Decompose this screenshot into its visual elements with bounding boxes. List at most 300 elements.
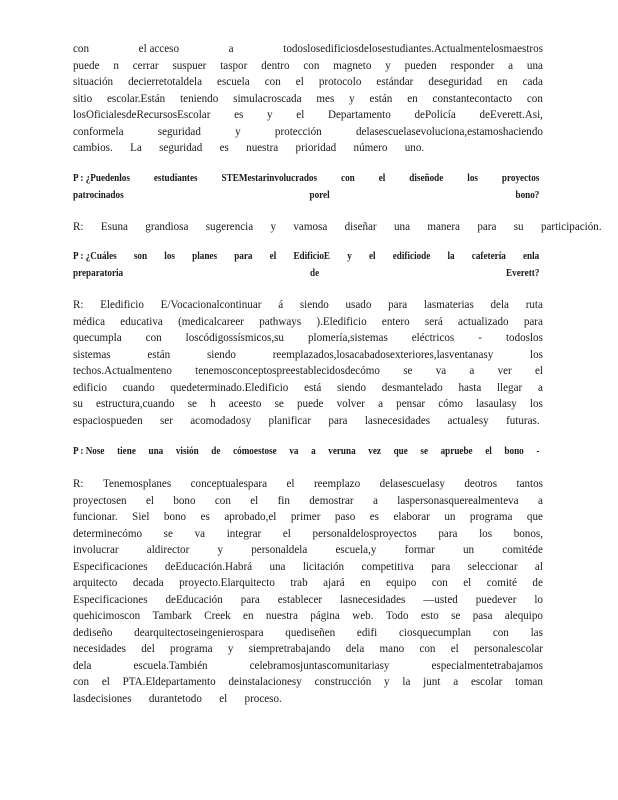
- word-group: La: [130, 142, 142, 154]
- word-group: STEMestarinvolucrados: [221, 173, 318, 184]
- word-group: el: [145, 494, 154, 507]
- text-line: [73, 266, 539, 283]
- word-group: grandiosa: [145, 221, 189, 233]
- word-group: el: [250, 494, 259, 507]
- text-line: [73, 41, 543, 58]
- word-group: paso: [334, 511, 356, 523]
- word-group: trab: [290, 577, 308, 589]
- word-group: desmantelado: [381, 381, 443, 394]
- question-no-vision: [73, 444, 543, 461]
- word-group: personalescolar: [473, 643, 543, 655]
- text-line: [73, 509, 543, 526]
- text-line: [73, 347, 543, 364]
- word-group: el: [101, 676, 110, 688]
- word-group: Especificaciones: [73, 593, 148, 606]
- word-group: especialmentetrabajamos: [431, 659, 543, 672]
- word-group: planificar: [268, 414, 312, 427]
- word-group: deEverett.Asi,: [479, 109, 543, 121]
- word-group: ser: [159, 414, 173, 427]
- word-group: proceso.: [244, 692, 282, 705]
- word-group: P : ¿Cuáles: [73, 251, 117, 262]
- word-group: lo: [534, 593, 543, 606]
- word-group: con: [341, 173, 355, 184]
- word-group: esto: [420, 610, 439, 622]
- word-group: manera: [427, 221, 460, 233]
- text-line: [73, 625, 543, 642]
- word-group: demostrar: [309, 494, 354, 507]
- word-group: h: [210, 398, 216, 410]
- word-group: funcionar.: [73, 511, 118, 523]
- word-group: pathways: [259, 315, 302, 328]
- word-group: sitio: [73, 92, 93, 105]
- text-line: [73, 526, 543, 543]
- word-group: lasnecesidades: [340, 593, 406, 606]
- word-group: cerrar: [132, 59, 159, 72]
- text-line: [73, 674, 543, 691]
- word-group: á: [278, 299, 284, 311]
- word-group: personaldela: [251, 544, 308, 556]
- word-group: quehicimoscon: [73, 610, 141, 622]
- word-group: una: [148, 446, 164, 457]
- word-group: planes: [192, 251, 218, 262]
- word-group: Eledificio: [100, 299, 144, 311]
- word-group: al: [534, 560, 543, 573]
- word-group: dela: [73, 659, 92, 672]
- question-stem-students: [73, 171, 543, 204]
- word-group: lasaulasy: [476, 398, 517, 410]
- word-group: se: [274, 398, 284, 410]
- text-line: [73, 641, 543, 658]
- word-group: a: [537, 381, 543, 394]
- word-group: durantetodo: [148, 692, 202, 705]
- word-group: es: [219, 142, 229, 154]
- word-group: y: [347, 251, 352, 262]
- word-group: proyecto.Elarquitecto: [179, 577, 275, 589]
- word-group: de: [532, 577, 543, 589]
- word-group: magneto: [333, 59, 372, 72]
- word-group: volver: [336, 398, 365, 410]
- word-group: usado: [345, 299, 372, 311]
- word-group: suspuer: [172, 59, 207, 72]
- word-group: deEducación.Habrá: [164, 560, 253, 573]
- text-line: [73, 559, 543, 576]
- text-line: [73, 658, 543, 675]
- word-group: laspersonasquerealmenteva: [397, 494, 519, 507]
- text-line: [73, 413, 543, 430]
- word-group: comitéde: [502, 544, 543, 556]
- word-group: proyectosen: [73, 494, 127, 507]
- word-group: número: [353, 142, 388, 154]
- word-group: el: [295, 76, 304, 88]
- text-line: [73, 140, 543, 157]
- word-group: el: [463, 577, 472, 589]
- word-group: el: [296, 109, 305, 121]
- word-group: pensar: [396, 398, 426, 410]
- word-group: Departamento: [327, 109, 391, 121]
- word-group: estándar: [376, 76, 414, 88]
- word-group: deEducación: [165, 593, 223, 606]
- word-group: a: [372, 494, 378, 507]
- word-group: estructura,cuando: [96, 398, 175, 410]
- word-group: para: [477, 221, 497, 233]
- word-group: dePolicía: [414, 109, 456, 121]
- word-group: se: [187, 398, 197, 410]
- word-group: Especificaciones: [73, 560, 148, 573]
- word-group: es: [369, 511, 379, 523]
- word-group: la: [402, 676, 411, 688]
- word-group: enla: [522, 251, 540, 262]
- word-group: de: [211, 446, 221, 457]
- text-line: [73, 107, 543, 124]
- word-group: conformela: [73, 125, 124, 138]
- word-group: son: [133, 251, 148, 262]
- word-group: el: [269, 251, 277, 262]
- word-group: pasa: [472, 610, 493, 622]
- word-group: y: [267, 109, 273, 121]
- word-group: bono: [163, 511, 187, 523]
- word-group: eléctricos: [411, 332, 455, 344]
- word-group: para: [438, 527, 458, 540]
- word-group: diseñode: [409, 173, 444, 184]
- word-group: integrar: [226, 527, 262, 540]
- word-group: protocolo: [318, 76, 362, 88]
- word-group: tantos: [516, 478, 543, 490]
- text-line: [73, 314, 543, 331]
- word-group: y: [385, 59, 391, 72]
- word-group: y: [217, 544, 224, 556]
- word-group: ruta: [525, 299, 543, 311]
- word-group: y: [349, 92, 355, 105]
- word-group: aldirector: [146, 544, 190, 556]
- word-group: siendo: [337, 381, 367, 394]
- word-group: escolar: [470, 676, 503, 688]
- text-line: [73, 58, 543, 75]
- word-group: -: [478, 332, 482, 344]
- word-group: para: [328, 414, 348, 427]
- word-group: competitiva: [361, 560, 414, 573]
- word-group: porel: [309, 189, 330, 201]
- word-group: con: [526, 92, 543, 105]
- answer-conceptual-plans: [73, 476, 543, 707]
- word-group: a: [228, 43, 234, 55]
- paragraph-access-security: [73, 41, 543, 157]
- word-group: ).Eledificio: [316, 315, 367, 328]
- word-group: será: [424, 315, 443, 328]
- word-group: reemplazados,losacabadosexteriores,lasventanasy: [272, 348, 494, 361]
- word-group: el: [534, 365, 543, 377]
- text-line: [73, 444, 539, 461]
- word-group: en: [243, 610, 254, 622]
- word-group: equipo: [386, 577, 417, 589]
- word-group: Tenemosplanes: [102, 478, 172, 490]
- word-group: reemplazo: [313, 478, 361, 490]
- word-group: P : ¿Puedenlos: [73, 173, 130, 184]
- word-group: decierretotaldela: [128, 76, 203, 88]
- word-group: delasescuelasevoluciona,estamoshaciendo: [355, 125, 543, 138]
- word-group: hasta: [458, 381, 482, 394]
- word-group: en: [497, 76, 508, 88]
- word-group: a: [311, 446, 316, 457]
- text-line: [73, 575, 543, 592]
- word-group: preparatoria: [73, 267, 124, 279]
- word-group: a: [508, 59, 514, 72]
- word-group: licitación: [302, 560, 345, 573]
- word-group: en: [360, 577, 371, 589]
- word-group: el: [378, 173, 386, 184]
- word-group: es: [200, 511, 210, 523]
- word-group: Tambark: [152, 610, 192, 622]
- word-group: quecumpla: [73, 332, 122, 344]
- word-group: para: [431, 560, 451, 573]
- text-line: [73, 297, 543, 314]
- text-line: [73, 608, 543, 625]
- word-group: responder: [450, 59, 495, 72]
- word-group: escuela: [217, 76, 250, 88]
- word-group: a: [378, 398, 384, 410]
- word-group: para: [388, 299, 408, 311]
- word-group: lasnecesidades: [364, 414, 431, 427]
- word-group: siempretrabajando: [248, 643, 331, 655]
- word-group: —usted: [423, 593, 458, 606]
- word-group: Creek: [204, 610, 231, 622]
- word-group: va: [435, 365, 447, 377]
- word-group: el: [219, 692, 228, 705]
- word-group: programa: [469, 511, 513, 523]
- word-group: de: [310, 267, 320, 279]
- word-group: siendo: [206, 348, 236, 361]
- question-building-e-cafeteria: [73, 249, 543, 282]
- word-group: mano: [379, 643, 405, 655]
- word-group: E/Vocacionalcontinuar: [160, 299, 262, 311]
- word-group: en: [407, 92, 418, 105]
- word-group: simulacroscada: [233, 92, 302, 105]
- word-group: -: [536, 446, 540, 457]
- word-group: espaciospueden: [73, 414, 143, 427]
- text-line: [73, 124, 543, 141]
- word-group: vamosa: [293, 221, 328, 233]
- word-group: ajará: [323, 577, 345, 589]
- text-line: [73, 493, 543, 510]
- text-line: [73, 249, 539, 266]
- word-group: sugerencia: [205, 221, 254, 233]
- word-group: visión: [175, 446, 199, 457]
- answer-building-e-cafeteria: [73, 297, 543, 429]
- word-group: que: [393, 446, 408, 457]
- word-group: lasdecisiones: [73, 692, 132, 705]
- word-group: quedeterminado.Eledificio: [170, 381, 289, 394]
- word-group: dentro: [261, 59, 290, 72]
- word-group: sistemas: [73, 348, 111, 361]
- word-group: cómo: [438, 398, 463, 410]
- word-group: tiene: [117, 446, 136, 457]
- word-group: del: [141, 643, 155, 655]
- word-group: R:: [73, 478, 84, 490]
- word-group: el: [368, 251, 376, 262]
- word-group: pueden: [404, 59, 437, 72]
- word-group: médica: [73, 315, 106, 328]
- word-group: junt: [423, 676, 441, 688]
- text-line: [73, 219, 602, 236]
- word-group: bono?: [515, 189, 540, 201]
- word-group: acomodadosy: [190, 414, 252, 427]
- word-group: que: [526, 511, 543, 523]
- word-group: delasescuelasy: [379, 478, 445, 490]
- word-group: deotros: [464, 478, 498, 490]
- word-group: están: [147, 348, 171, 361]
- word-group: a: [469, 365, 475, 377]
- word-group: cafetería: [471, 251, 506, 262]
- word-group: dela: [490, 299, 509, 311]
- word-group: toman: [515, 676, 543, 688]
- text-line: [73, 363, 543, 380]
- word-group: vez: [368, 446, 381, 457]
- word-group: P : Nose: [73, 446, 105, 457]
- word-group: para: [240, 593, 260, 606]
- word-group: para: [234, 251, 253, 262]
- word-group: ver: [497, 365, 512, 377]
- word-group: cambios.: [73, 142, 113, 154]
- word-group: diseñar: [344, 221, 377, 233]
- word-group: nuestra: [246, 142, 279, 154]
- word-group: con: [145, 332, 162, 344]
- word-group: R:: [73, 221, 84, 233]
- word-group: seleccionar: [467, 560, 518, 573]
- word-group: actualizado: [458, 315, 509, 328]
- answer-stem-students: [73, 219, 602, 236]
- word-group: los: [164, 251, 175, 262]
- word-group: patrocinados: [73, 189, 124, 201]
- word-group: el: [286, 478, 295, 490]
- word-group: EdificioE: [293, 251, 331, 262]
- word-group: construcción: [314, 676, 372, 688]
- text-line: [73, 476, 543, 493]
- word-group: un: [463, 544, 475, 556]
- text-line: [73, 171, 539, 188]
- word-group: participación.: [540, 221, 602, 233]
- word-group: actualesy: [447, 414, 489, 427]
- word-group: están: [369, 92, 393, 105]
- word-group: protección: [274, 125, 322, 138]
- word-group: dearquitectoseingenierospara: [134, 626, 264, 639]
- word-group: edifi: [356, 626, 378, 639]
- word-group: bonos,: [513, 527, 543, 540]
- word-group: va: [194, 527, 206, 540]
- word-group: futuras.: [506, 414, 540, 427]
- word-group: establecer: [277, 593, 323, 606]
- word-group: aprobado,el: [224, 511, 277, 523]
- word-group: página: [310, 610, 340, 622]
- word-group: a: [537, 494, 543, 507]
- word-group: y: [384, 676, 390, 688]
- word-group: losOficialesdeRecursosEscolar: [73, 109, 211, 121]
- word-group: escuela.También: [133, 659, 208, 672]
- word-group: Esuna: [100, 221, 128, 233]
- word-group: conceptualespara: [190, 478, 268, 490]
- word-group: todoslos: [505, 332, 543, 344]
- word-group: primer: [290, 511, 321, 523]
- word-group: (medicalcareer: [178, 315, 244, 328]
- word-group: involucrar: [73, 544, 119, 556]
- word-group: se: [451, 610, 461, 622]
- word-group: estudiantes: [153, 173, 198, 184]
- word-group: los: [467, 173, 478, 184]
- word-group: con: [419, 643, 436, 655]
- word-group: el: [450, 643, 459, 655]
- word-group: tenemosconceptospreestablecidosdecómo: [195, 365, 380, 377]
- word-group: cómoestose: [233, 446, 277, 457]
- word-group: Todo: [385, 610, 409, 622]
- word-group: el: [282, 527, 291, 540]
- word-group: entero: [381, 315, 410, 328]
- word-group: nuestra: [265, 610, 298, 622]
- word-group: taspor: [220, 59, 248, 72]
- word-group: todoslosedificiosdelosestudiantes.Actualmentelosmaestros: [283, 43, 543, 55]
- word-group: techos.Actualmenteno: [73, 365, 172, 377]
- word-group: cada: [522, 76, 543, 88]
- text-line: [73, 396, 543, 413]
- word-group: va: [289, 446, 299, 457]
- text-line: [73, 91, 543, 108]
- word-group: decada: [132, 577, 164, 589]
- word-group: situación: [73, 76, 114, 88]
- word-group: con: [214, 494, 231, 507]
- word-group: puedever: [475, 593, 517, 606]
- word-group: cuando: [122, 381, 155, 394]
- word-group: para: [523, 315, 543, 328]
- word-group: Siel: [132, 511, 150, 523]
- word-group: dela: [345, 643, 365, 655]
- word-group: comité: [486, 577, 517, 589]
- word-group: programa: [170, 643, 213, 655]
- word-group: quediseñen: [285, 626, 336, 639]
- word-group: PTA.Eldepartamento: [122, 676, 216, 688]
- word-group: mes: [316, 92, 335, 105]
- word-group: con: [303, 59, 320, 72]
- word-group: necesidades: [73, 643, 126, 655]
- word-group: arquitecto: [73, 577, 118, 589]
- text-line: [73, 74, 543, 91]
- word-group: apruebe: [440, 446, 473, 457]
- word-group: personaldelosproyectos: [312, 527, 417, 540]
- text-line: [73, 188, 539, 205]
- word-group: con: [73, 676, 90, 688]
- word-group: dediseño: [73, 626, 113, 639]
- word-group: ciosquecumplan: [399, 626, 472, 639]
- word-group: web.: [352, 610, 374, 622]
- word-group: bono: [504, 446, 524, 457]
- word-group: un: [444, 511, 456, 523]
- word-group: los: [530, 348, 543, 361]
- word-group: escolar.Están: [106, 92, 166, 105]
- word-group: su: [513, 221, 524, 233]
- word-group: y: [227, 643, 234, 655]
- word-group: y: [235, 125, 241, 138]
- word-group: las: [530, 626, 543, 639]
- word-group: se: [403, 365, 413, 377]
- word-group: edificio: [73, 381, 107, 394]
- word-group: uno.: [404, 142, 425, 154]
- word-group: bono: [173, 494, 196, 507]
- word-group: la: [447, 251, 455, 262]
- text-line: [73, 691, 543, 708]
- word-group: una: [526, 59, 543, 72]
- word-group: Everett?: [506, 267, 540, 279]
- word-group: se: [163, 527, 173, 540]
- word-group: una: [269, 560, 286, 573]
- word-group: teniendo: [180, 92, 219, 105]
- word-group: R:: [73, 299, 84, 311]
- word-group: formar: [404, 544, 435, 556]
